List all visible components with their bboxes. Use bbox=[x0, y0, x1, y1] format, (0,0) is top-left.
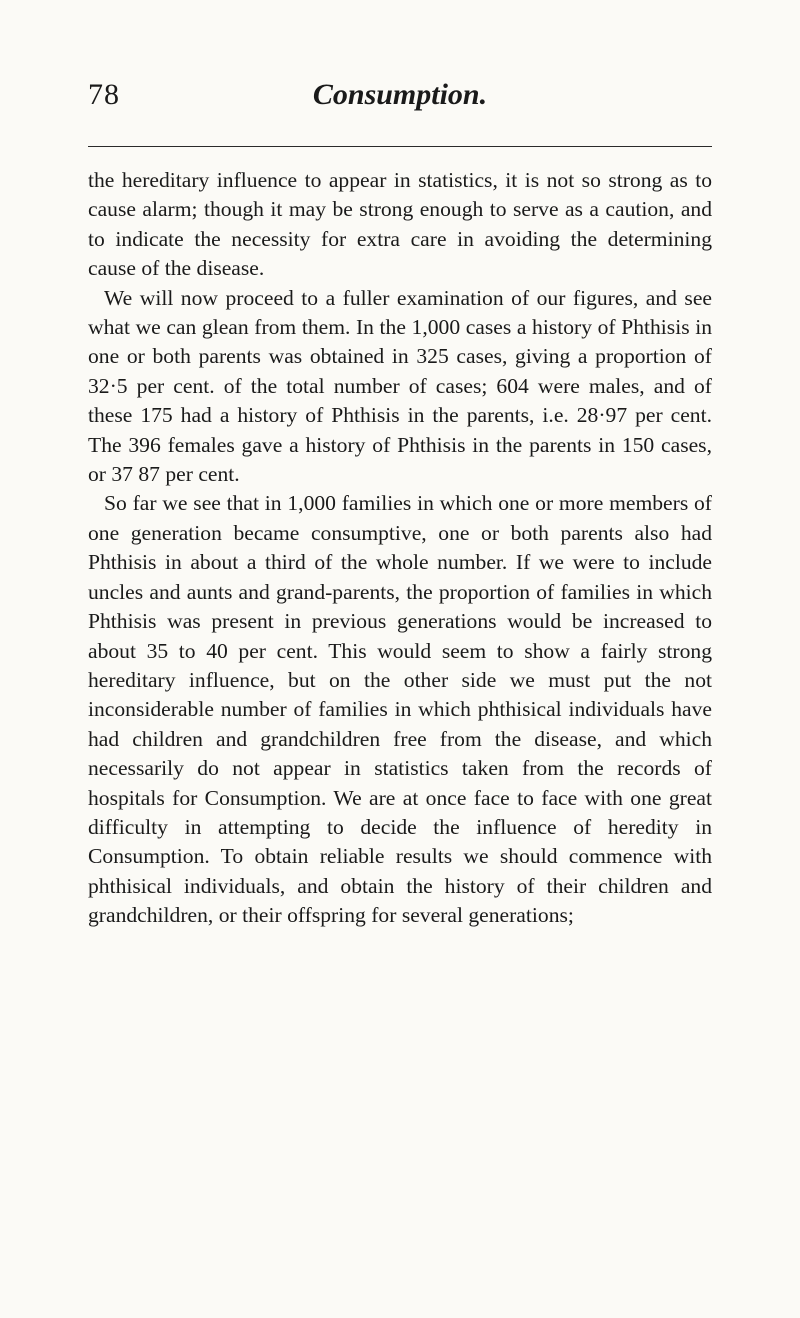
body-text bbox=[88, 166, 712, 931]
paragraph-heredity: So far we see that in 1,000 families in which one or more members of one generation became consumptive, one or both parents also had Phthisis in about a third of the whole number. If we were to include uncles and aunts and grand-parents, the proportion of families in which Phthisis was present in previous generations would be increased to about 35 to 40 per cent. This would seem to show a fairly strong hereditary influence, but on the other side we must put the not inconsiderable number of families in which phthisical individuals have had children and grandchildren free from the disease, and which necessarily do not appear in statistics taken from the records of hospitals for Consumption. We are at once face to face with one great difficulty in attempting to decide the influence of heredity in Consumption. To obtain reliable results we should commence with phthisical individuals, and obtain the history of their children and grandchildren, or their offspring for several generations; bbox=[88, 491, 712, 928]
page-header bbox=[88, 78, 712, 128]
paragraph-continuation: the hereditary influence to appear in statistics, it is not so strong as to cause alarm; though it may be strong enough to serve as a caution, and to indicate the necessity for extra care in avoiding the determining cause of the disease. bbox=[88, 168, 712, 281]
paragraph-figures: We will now proceed to a fuller examination of our figures, and see what we can glean from them. In the 1,000 cases a history of Phthisis in one or both parents was obtained in 325 cases, giving a proportion of 32·5 per cent. of the total number of cases; 604 were males, and of these 175 had a history of Phthisis in the parents, i.e. 28·97 per cent. The 396 females gave a history of Phthisis in the parents in 150 cases, or 37 87 per cent. bbox=[88, 285, 712, 487]
header-rule bbox=[88, 146, 712, 147]
running-title: Consumption. bbox=[312, 78, 488, 111]
page-number: 78 bbox=[88, 78, 120, 111]
